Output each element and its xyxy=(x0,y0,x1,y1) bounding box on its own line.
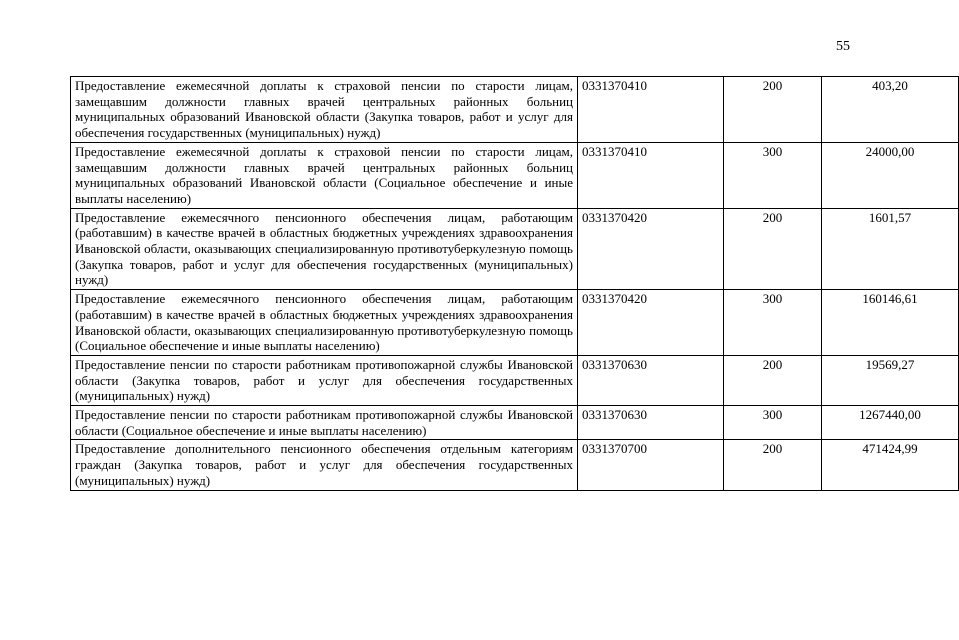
table-row xyxy=(71,290,959,356)
row-target-code: 0331370410 xyxy=(578,142,724,208)
table-row xyxy=(71,77,959,143)
row-description: Предоставление ежемесячной доплаты к страховой пенсии по старости лицам, замещавшим должности главных врачей центральных районных больниц муниципальных образований Ивановской области (Закупка товаров, работ и услуг для обеспечения государственных (муниципальных) нужд) xyxy=(71,77,578,143)
row-target-code: 0331370630 xyxy=(578,406,724,440)
row-expense-type: 300 xyxy=(724,290,822,356)
row-expense-type: 300 xyxy=(724,142,822,208)
table-row xyxy=(71,406,959,440)
row-target-code: 0331370420 xyxy=(578,208,724,290)
row-amount: 403,20 xyxy=(822,77,959,143)
table-row xyxy=(71,208,959,290)
row-target-code: 0331370630 xyxy=(578,355,724,405)
row-target-code: 0331370410 xyxy=(578,77,724,143)
row-amount: 471424,99 xyxy=(822,440,959,490)
row-expense-type: 200 xyxy=(724,77,822,143)
row-expense-type: 200 xyxy=(724,208,822,290)
page-number: 55 xyxy=(836,39,850,54)
row-description: Предоставление пенсии по старости работникам противопожарной службы Ивановской области (Закупка товаров, работ и услуг для обеспечения государственных (муниципальных) нужд) xyxy=(71,355,578,405)
row-amount: 1267440,00 xyxy=(822,406,959,440)
row-amount: 24000,00 xyxy=(822,142,959,208)
row-amount: 1601,57 xyxy=(822,208,959,290)
row-amount: 19569,27 xyxy=(822,355,959,405)
budget-table xyxy=(70,76,959,491)
row-description: Предоставление ежемесячного пенсионного обеспечения лицам, работающим (работавшим) в качестве врачей в областных бюджетных учреждениях здравоохранения Ивановской области, оказывающих специализированную противотуберкулезную помощь (Социальное обеспечение и иные выплаты населению) xyxy=(71,290,578,356)
table-row xyxy=(71,440,959,490)
row-expense-type: 200 xyxy=(724,355,822,405)
row-amount: 160146,61 xyxy=(822,290,959,356)
row-expense-type: 300 xyxy=(724,406,822,440)
row-description: Предоставление ежемесячного пенсионного обеспечения лицам, работающим (работавшим) в качестве врачей в областных бюджетных учреждениях здравоохранения Ивановской области, оказывающих специализированную противотуберкулезную помощь (Закупка товаров, работ и услуг для обеспечения государственных (муниципальных) нужд) xyxy=(71,208,578,290)
table-row xyxy=(71,355,959,405)
row-description: Предоставление дополнительного пенсионного обеспечения отдельным категориям граждан (Закупка товаров, работ и услуг для обеспечения государственных (муниципальных) нужд) xyxy=(71,440,578,490)
row-target-code: 0331370420 xyxy=(578,290,724,356)
row-expense-type: 200 xyxy=(724,440,822,490)
row-description: Предоставление пенсии по старости работникам противопожарной службы Ивановской области (Социальное обеспечение и иные выплаты населению) xyxy=(71,406,578,440)
row-target-code: 0331370700 xyxy=(578,440,724,490)
row-description: Предоставление ежемесячной доплаты к страховой пенсии по старости лицам, замещавшим должности главных врачей центральных районных больниц муниципальных образований Ивановской области (Социальное обеспечение и иные выплаты населению) xyxy=(71,142,578,208)
table-row xyxy=(71,142,959,208)
